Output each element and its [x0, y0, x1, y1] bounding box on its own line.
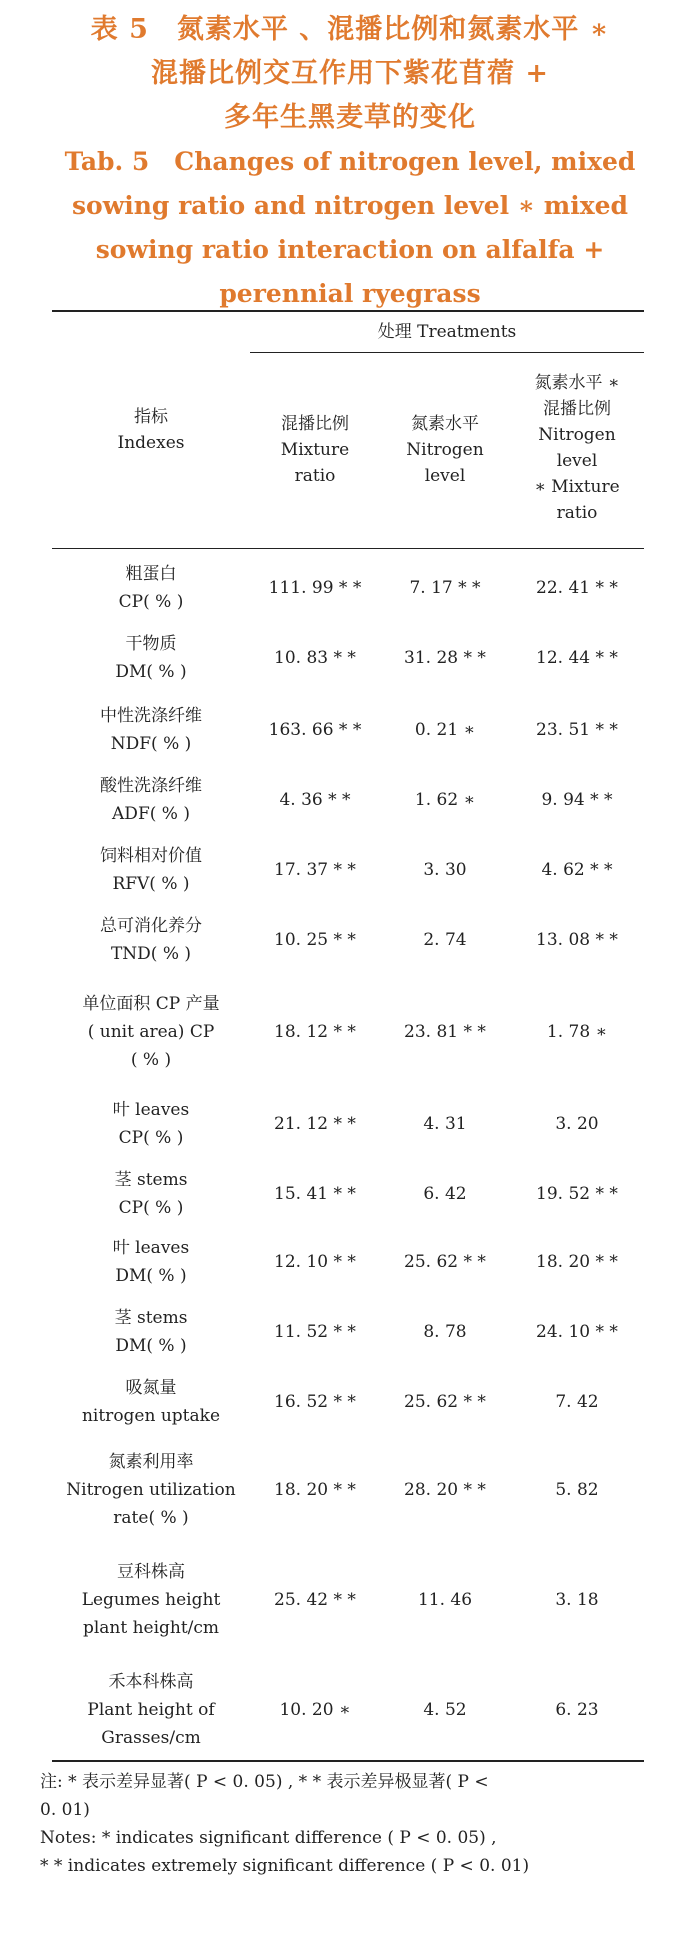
index-line: Nitrogen utilization [66, 1480, 236, 1500]
table-cell: 31. 28 * * [404, 648, 486, 668]
table-cell: 11. 46 [417, 1590, 473, 1610]
index-line: DM( % ) [115, 662, 187, 682]
header-line: level [556, 451, 598, 471]
table-row-index [52, 990, 250, 1074]
index-line: 茎 stems [114, 1170, 188, 1190]
header-mixture-ratio [250, 411, 380, 489]
index-line: DM( % ) [115, 1266, 187, 1286]
table-cell: 12. 44 * * [536, 648, 618, 668]
table-row-index [52, 630, 250, 686]
index-line: rate( % ) [113, 1508, 189, 1528]
table-cell: 4. 62 * * [541, 860, 613, 880]
table-row-index [52, 702, 250, 758]
index-line: 中性洗涤纤维 [100, 706, 202, 726]
title-en-line: Tab. 5 Changes of nitrogen level, mixed [64, 147, 636, 176]
table-notes [40, 1768, 660, 1880]
index-line: CP( % ) [118, 1128, 184, 1148]
table-cell: 1. 78 ∗ [546, 1022, 608, 1042]
table-row-index [52, 1096, 250, 1152]
table-row-index [52, 772, 250, 828]
table-cell: 4. 36 * * [279, 790, 351, 810]
title-zh-line: 多年生黑麦草的变化 [224, 102, 476, 133]
table-top-rule [52, 310, 644, 312]
index-line: 粗蛋白 [125, 564, 177, 584]
index-line: ADF( % ) [112, 804, 190, 824]
index-line: CP( % ) [118, 1198, 184, 1218]
table-cell: 4. 52 [423, 1700, 467, 1720]
table-cell: 10. 20 ∗ [279, 1700, 351, 1720]
table-row-index [52, 1166, 250, 1222]
index-line: Plant height of [87, 1700, 215, 1720]
table-cell: 163. 66 * * [268, 720, 362, 740]
header-line: 混播比例 [281, 414, 349, 434]
table-cell: 6. 23 [555, 1700, 599, 1720]
header-line: 氮素水平 [411, 414, 479, 434]
index-line: DM( % ) [115, 1336, 187, 1356]
index-line: 单位面积 CP 产量 [82, 994, 220, 1014]
header-line: ratio [556, 503, 598, 523]
index-line: Legumes height [81, 1590, 221, 1610]
table-cell: 9. 94 * * [541, 790, 613, 810]
note-line: 0. 01) [40, 1800, 90, 1820]
table-cell: 25. 42 * * [274, 1590, 356, 1610]
index-line: 总可消化养分 [100, 916, 202, 936]
index-line: 叶 leaves [112, 1100, 190, 1120]
header-indexes [52, 404, 250, 456]
note-line: Notes: * indicates significant difference ( P < 0. 05) , [40, 1828, 497, 1848]
header-line: ratio [294, 466, 336, 486]
table-row-index [52, 1374, 250, 1430]
title-en-line: sowing ratio interaction on alfalfa + [95, 235, 605, 264]
index-line: Grasses/cm [101, 1728, 201, 1748]
table-row-index [52, 1304, 250, 1360]
table-cell: 15. 41 * * [274, 1184, 356, 1204]
table-cell: 111. 99 * * [268, 578, 362, 598]
table-cell: 8. 78 [423, 1322, 467, 1342]
index-line: 禾本科株高 [108, 1672, 194, 1692]
note-line: 注: * 表示差异显著( P < 0. 05) , * * 表示差异极显著( P < [40, 1772, 489, 1792]
index-line: ( unit area) CP [87, 1022, 215, 1042]
header-interaction [510, 370, 644, 526]
table-cell: 18. 20 * * [274, 1480, 356, 1500]
table-cell: 18. 20 * * [536, 1252, 618, 1272]
header-line: ∗ Mixture [534, 477, 620, 497]
treatments-header: 处理 Treatments [377, 322, 517, 342]
table-cell: 25. 62 * * [404, 1392, 486, 1412]
table-cell: 1. 62 ∗ [414, 790, 476, 810]
table-row-index [52, 1448, 250, 1532]
index-line: TND( % ) [110, 944, 192, 964]
index-line: 酸性洗涤纤维 [100, 776, 202, 796]
table-cell: 3. 20 [555, 1114, 599, 1134]
header-line: 混播比例 [543, 399, 611, 419]
index-line: 干物质 [125, 634, 177, 654]
table-cell: 24. 10 * * [536, 1322, 618, 1342]
header-bottom-rule [52, 548, 644, 549]
index-line: CP( % ) [118, 592, 184, 612]
table-row-index [52, 560, 250, 616]
table-cell: 28. 20 * * [404, 1480, 486, 1500]
table-cell: 23. 51 * * [536, 720, 618, 740]
header-line: Nitrogen [538, 425, 616, 445]
table-cell: 22. 41 * * [536, 578, 618, 598]
index-line: nitrogen uptake [81, 1406, 221, 1426]
header-line: Indexes [117, 433, 185, 453]
table-bottom-rule [52, 1760, 644, 1762]
table-cell: 5. 82 [555, 1480, 599, 1500]
table-cell: 7. 17 * * [409, 578, 481, 598]
table-cell: 16. 52 * * [274, 1392, 356, 1412]
header-line: Nitrogen [406, 440, 484, 460]
table-cell: 3. 18 [555, 1590, 599, 1610]
table-row-index [52, 912, 250, 968]
index-line: RFV( % ) [112, 874, 190, 894]
header-nitrogen-level [380, 411, 510, 489]
title-zh-line: 表 5 氮素水平 、混播比例和氮素水平 ∗ [90, 14, 610, 45]
title-en-line: perennial ryegrass [219, 279, 481, 308]
table-cell: 7. 42 [555, 1392, 599, 1412]
index-line: 叶 leaves [112, 1238, 190, 1258]
table-cell: 12. 10 * * [274, 1252, 356, 1272]
header-line: Mixture [280, 440, 350, 460]
title-en-line: sowing ratio and nitrogen level ∗ mixed [71, 191, 629, 220]
table-cell: 10. 25 * * [274, 930, 356, 950]
table-row-index [52, 1234, 250, 1290]
table-cell: 23. 81 * * [404, 1022, 486, 1042]
header-line: 氮素水平 ∗ [534, 373, 620, 393]
table-title [0, 8, 700, 316]
index-line: 豆科株高 [117, 1562, 185, 1582]
table-cell: 19. 52 * * [536, 1184, 618, 1204]
header-line: level [424, 466, 466, 486]
index-line: 茎 stems [114, 1308, 188, 1328]
index-line: plant height/cm [82, 1618, 220, 1638]
table-cell: 21. 12 * * [274, 1114, 356, 1134]
table-cell: 25. 62 * * [404, 1252, 486, 1272]
table-row-index [52, 1668, 250, 1752]
index-line: 氮素利用率 [108, 1452, 194, 1472]
table-cell: 4. 31 [423, 1114, 467, 1134]
table-cell: 13. 08 * * [536, 930, 618, 950]
header-line: 指标 [134, 407, 168, 427]
index-line: 吸氮量 [125, 1378, 177, 1398]
title-zh-line: 混播比例交互作用下紫花苜蓿 + [150, 58, 550, 89]
table-cell: 2. 74 [423, 930, 467, 950]
table-row-index [52, 1558, 250, 1642]
table-cell: 17. 37 * * [274, 860, 356, 880]
treatments-rule [250, 352, 644, 353]
index-line: ( % ) [130, 1050, 172, 1070]
table-cell: 18. 12 * * [274, 1022, 356, 1042]
table-cell: 3. 30 [423, 860, 467, 880]
index-line: NDF( % ) [110, 734, 192, 754]
index-line: 饲料相对价值 [100, 846, 202, 866]
table-cell: 0. 21 ∗ [414, 720, 476, 740]
note-line: * * indicates extremely significant difference ( P < 0. 01) [40, 1856, 530, 1876]
table-cell: 10. 83 * * [274, 648, 356, 668]
table-row-index [52, 842, 250, 898]
table-cell: 11. 52 * * [274, 1322, 356, 1342]
table-cell: 6. 42 [423, 1184, 467, 1204]
